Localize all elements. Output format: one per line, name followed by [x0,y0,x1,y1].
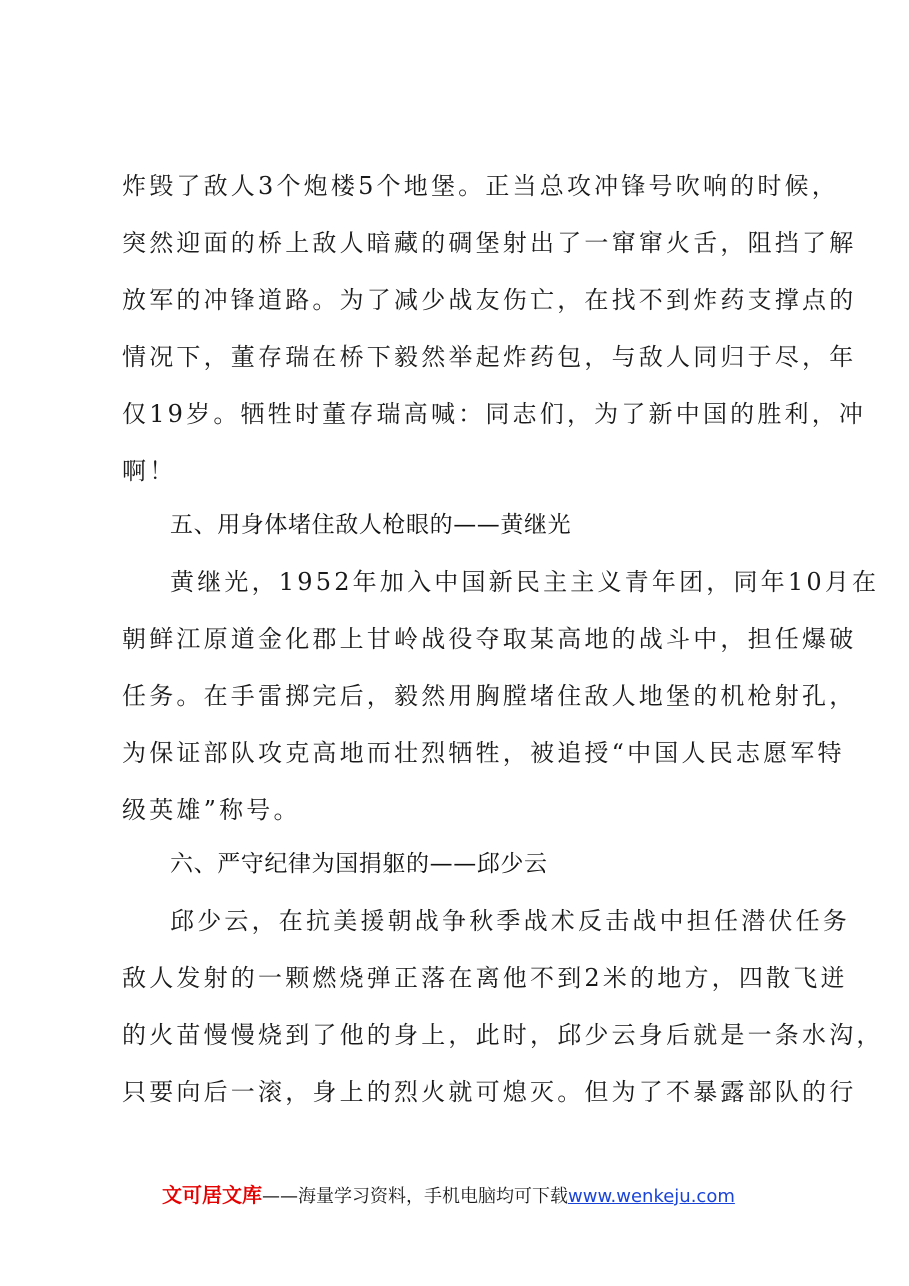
body-line-3: 放军的冲锋道路。为了减少战友伤亡，在找不到炸药支撑点的 [122,286,857,314]
section6-line-3: 的火苗慢慢烧到了他的身上，此时，邱少云身后就是一条水沟， [122,1021,884,1049]
section5-line-5: 级英雄”称号。 [122,796,301,824]
body-line-5: 仅19岁。牺牲时董存瑞高喊：同志们，为了新中国的胜利，冲 [122,400,867,428]
body-line-1: 炸毁了敌人3个炮楼5个地堡。正当总攻冲锋号吹响的时候， [122,172,839,200]
section-heading-huang-jiguang: 五、用身体堵住敌人枪眼的——黄继光 [170,512,572,538]
footer-banner [162,1181,735,1211]
section5-line-4: 为保证部队攻克高地而壮烈牺牲，被追授“中国人民志愿军特 [122,739,845,767]
section6-line-4: 只要向后一滚，身上的烈火就可熄灭。但为了不暴露部队的行 [122,1078,857,1106]
section6-line-1: 邱少云，在抗美援朝战争秋季战术反击战中担任潜伏任务 [170,907,850,935]
body-line-6: 啊！ [122,457,177,485]
section5-line-3: 任务。在手雷掷完后，毅然用胸膛堵住敌人地堡的机枪射孔， [122,682,857,710]
body-line-2: 突然迎面的桥上敌人暗藏的碉堡射出了一窜窜火舌，阻挡了解 [122,229,857,257]
section-heading-qiu-shaoyun: 六、严守纪律为国捐躯的——邱少云 [170,851,548,877]
section5-line-2: 朝鲜江原道金化郡上甘岭战役夺取某高地的战斗中，担任爆破 [122,625,857,653]
footer-url-link[interactable]: www.wenkeju.com [568,1186,735,1207]
body-line-4: 情况下，董存瑞在桥下毅然举起炸药包，与敌人同归于尽，年 [122,343,857,371]
footer-brand: 文可居文库 [162,1183,262,1207]
section6-line-2: 敌人发射的一颗燃烧弹正落在离他不到2米的地方，四散飞迸 [122,964,848,992]
section5-line-1: 黄继光，1952年加入中国新民主主义青年团，同年10月在 [170,568,880,596]
footer-tagline: ——海量学习资料，手机电脑均可下载 [262,1186,568,1207]
